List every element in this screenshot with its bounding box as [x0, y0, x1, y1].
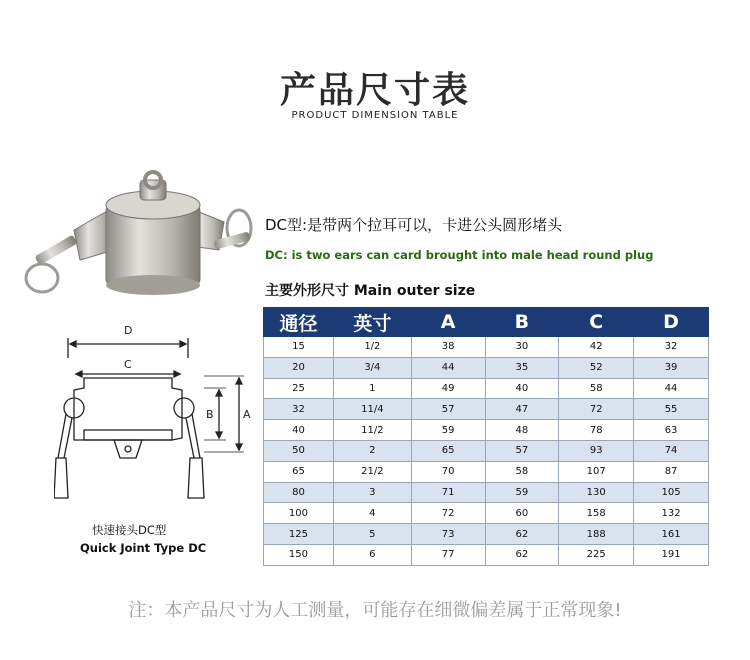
- product-photo: [14, 150, 254, 310]
- dim-label-d: D: [124, 324, 133, 337]
- table-cell: 58: [559, 378, 634, 399]
- table-cell: 1/2: [333, 337, 411, 358]
- table-cell: 105: [634, 482, 709, 503]
- table-cell: 44: [634, 378, 709, 399]
- table-cell: 35: [485, 357, 559, 378]
- table-cell: 2: [333, 440, 411, 461]
- table-cell: 132: [634, 503, 709, 524]
- dimension-table: [263, 307, 709, 566]
- dim-label-b: B: [206, 408, 214, 421]
- dim-label-c: C: [124, 358, 132, 371]
- table-cell: 49: [411, 378, 485, 399]
- page-title: 产品尺寸表: [279, 70, 470, 111]
- table-cell: 57: [485, 440, 559, 461]
- header-a: A: [411, 308, 485, 337]
- table-cell: 72: [559, 399, 634, 420]
- table-cell: 42: [559, 337, 634, 358]
- table-row: [264, 378, 709, 399]
- table-cell: 11/4: [333, 399, 411, 420]
- table-cell: 191: [634, 544, 709, 565]
- table-cell: 6: [333, 544, 411, 565]
- table-cell: 87: [634, 461, 709, 482]
- table-cell: 59: [485, 482, 559, 503]
- table-row: [264, 357, 709, 378]
- header-b: B: [485, 308, 559, 337]
- table-cell: 78: [559, 420, 634, 441]
- table-cell: 70: [411, 461, 485, 482]
- table-cell: 93: [559, 440, 634, 461]
- table-cell: 52: [559, 357, 634, 378]
- table-cell: 62: [485, 544, 559, 565]
- dim-label-a: A: [243, 408, 251, 421]
- table-cell: 32: [264, 399, 334, 420]
- table-cell: 40: [485, 378, 559, 399]
- table-cell: 1: [333, 378, 411, 399]
- table-cell: 225: [559, 544, 634, 565]
- table-cell: 44: [411, 357, 485, 378]
- drawing-caption-cn: 快速接头DC型: [92, 523, 167, 537]
- table-cell: 62: [485, 524, 559, 545]
- table-cell: 107: [559, 461, 634, 482]
- table-cell: 38: [411, 337, 485, 358]
- table-cell: 130: [559, 482, 634, 503]
- table-cell: 71: [411, 482, 485, 503]
- table-cell: 58: [485, 461, 559, 482]
- table-row: [264, 420, 709, 441]
- drawing-caption-en: Quick Joint Type DC: [80, 541, 207, 555]
- table-cell: 30: [485, 337, 559, 358]
- table-cell: 80: [264, 482, 334, 503]
- table-cell: 188: [559, 524, 634, 545]
- page-subtitle: PRODUCT DIMENSION TABLE: [291, 110, 459, 121]
- table-cell: 57: [411, 399, 485, 420]
- table-cell: 50: [264, 440, 334, 461]
- table-cell: 3: [333, 482, 411, 503]
- table-cell: 125: [264, 524, 334, 545]
- table-row: [264, 482, 709, 503]
- table-cell: 63: [634, 420, 709, 441]
- table-cell: 150: [264, 544, 334, 565]
- type-description-cn: DC型:是带两个拉耳可以，卡进公头圆形堵头: [265, 216, 563, 234]
- main-size-title: 主要外形尺寸 Main outer size: [265, 283, 476, 299]
- table-cell: 47: [485, 399, 559, 420]
- table-cell: 40: [264, 420, 334, 441]
- table-row: [264, 337, 709, 358]
- table-cell: 25: [264, 378, 334, 399]
- table-cell: 32: [634, 337, 709, 358]
- technical-drawing: [54, 318, 264, 518]
- table-cell: 20: [264, 357, 334, 378]
- type-description-en: DC: is two ears can card brought into male head round plug: [265, 248, 654, 262]
- table-row: [264, 544, 709, 565]
- table-row: [264, 524, 709, 545]
- table-cell: 60: [485, 503, 559, 524]
- table-cell: 21/2: [333, 461, 411, 482]
- table-header-row: [264, 308, 709, 337]
- table-cell: 158: [559, 503, 634, 524]
- table-cell: 77: [411, 544, 485, 565]
- table-cell: 48: [485, 420, 559, 441]
- table-cell: 55: [634, 399, 709, 420]
- header-c: C: [559, 308, 634, 337]
- table-row: [264, 440, 709, 461]
- table-row: [264, 399, 709, 420]
- table-cell: 65: [264, 461, 334, 482]
- table-cell: 59: [411, 420, 485, 441]
- table-cell: 5: [333, 524, 411, 545]
- table-cell: 15: [264, 337, 334, 358]
- header-inch: 英寸: [333, 308, 411, 337]
- table-cell: 73: [411, 524, 485, 545]
- table-cell: 100: [264, 503, 334, 524]
- table-cell: 3/4: [333, 357, 411, 378]
- table-row: [264, 461, 709, 482]
- table-cell: 11/2: [333, 420, 411, 441]
- measurement-note: 注：本产品尺寸为人工测量，可能存在细微偏差属于正常现象!: [128, 600, 622, 621]
- table-cell: 39: [634, 357, 709, 378]
- table-cell: 65: [411, 440, 485, 461]
- table-cell: 161: [634, 524, 709, 545]
- header-d: D: [634, 308, 709, 337]
- table-row: [264, 503, 709, 524]
- table-cell: 74: [634, 440, 709, 461]
- table-cell: 4: [333, 503, 411, 524]
- header-nominal-diameter: 通径: [264, 308, 334, 337]
- table-cell: 72: [411, 503, 485, 524]
